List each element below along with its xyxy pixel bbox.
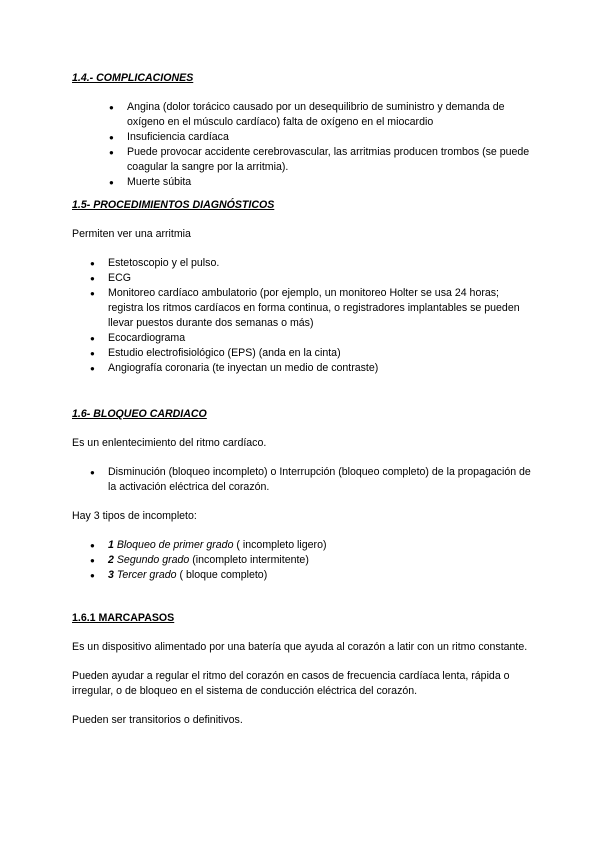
list-item: ● Puede provocar accidente cerebrovascular, las arritmias producen trombos (se puede coagular la sangre por la arritmia). — [127, 145, 532, 175]
heading-marcapasos: 1.6.1 MARCAPASOS — [72, 612, 175, 624]
block-type-item — [108, 538, 532, 553]
intro-bloqueo: Es un enlentecimiento del ritmo cardíaco. — [72, 437, 267, 449]
list-diagnosticos — [72, 256, 532, 376]
list-item: ● Muerte súbita — [127, 175, 532, 190]
block-type-number: 3 — [108, 569, 114, 581]
section-marcapasos — [72, 611, 532, 728]
paragraph-marcapasos-1: Es un dispositivo alimentado por una batería que ayuda al corazón a latir con un ritmo constante. — [72, 641, 528, 653]
list-item: ● Angina (dolor torácico causado por un desequilibrio de suministro y demanda de oxígeno en el músculo cardíaco) falta de oxígeno en el miocardio — [127, 100, 532, 130]
section-diagnosticos — [72, 198, 532, 376]
block-type-number: 1 — [108, 539, 114, 551]
block-type-grade: Tercer grado — [116, 569, 177, 581]
list-block-types — [72, 538, 532, 583]
block-type-desc: ( bloque completo) — [176, 569, 268, 581]
list-item: ● Disminución (bloqueo incompleto) o Interrupción (bloqueo completo) de la propagación de la activación eléctrica del corazón. — [108, 465, 532, 495]
block-type-desc: (incompleto intermitente) — [189, 554, 309, 566]
list-item: ● ECG — [108, 271, 532, 286]
paragraph-marcapasos-3: Pueden ser transitorios o definitivos. — [72, 714, 243, 726]
types-intro: Hay 3 tipos de incompleto: — [72, 510, 197, 522]
list-item: ● Estudio electrofisiológico (EPS) (anda en la cinta) — [108, 346, 532, 361]
list-item: ● Insuficiencia cardíaca — [127, 130, 532, 145]
list-item: ● Ecocardiograma — [108, 331, 532, 346]
heading-bloqueo: 1.6- BLOQUEO CARDIACO — [72, 408, 207, 420]
block-type-item — [108, 553, 532, 568]
list-item: ● Angiografía coronaria (te inyectan un medio de contraste) — [108, 361, 532, 376]
block-type-grade: Bloqueo de primer grado — [116, 539, 234, 551]
block-type-desc: ( incompleto ligero) — [233, 539, 327, 551]
block-type-grade: Segundo grado — [116, 554, 190, 566]
block-type-number: 2 — [108, 554, 114, 566]
list-complicaciones — [72, 100, 532, 190]
section-bloqueo — [72, 407, 532, 583]
section-complicaciones — [72, 71, 532, 190]
heading-diagnosticos: 1.5- PROCEDIMIENTOS DIAGNÓSTICOS — [72, 199, 275, 211]
list-bloqueo — [72, 465, 532, 495]
intro-diagnosticos: Permiten ver una arritmia — [72, 228, 191, 240]
list-item: ● Monitoreo cardíaco ambulatorio (por ejemplo, un monitoreo Holter se usa 24 horas; registra los ritmos cardíacos en forma continua, o registradores implantables se pueden llevar puestos durante dos semanas o más) — [108, 286, 532, 331]
heading-complicaciones: 1.4.- COMPLICACIONES — [72, 72, 194, 84]
paragraph-marcapasos-2: Pueden ayudar a regular el ritmo del corazón en casos de frecuencia cardíaca lenta, rápida o irregular, o de bloqueo en el sistema de conducción eléctrica del corazón. — [72, 670, 510, 697]
list-item: ● Estetoscopio y el pulso. — [108, 256, 532, 271]
block-type-item — [108, 568, 532, 583]
